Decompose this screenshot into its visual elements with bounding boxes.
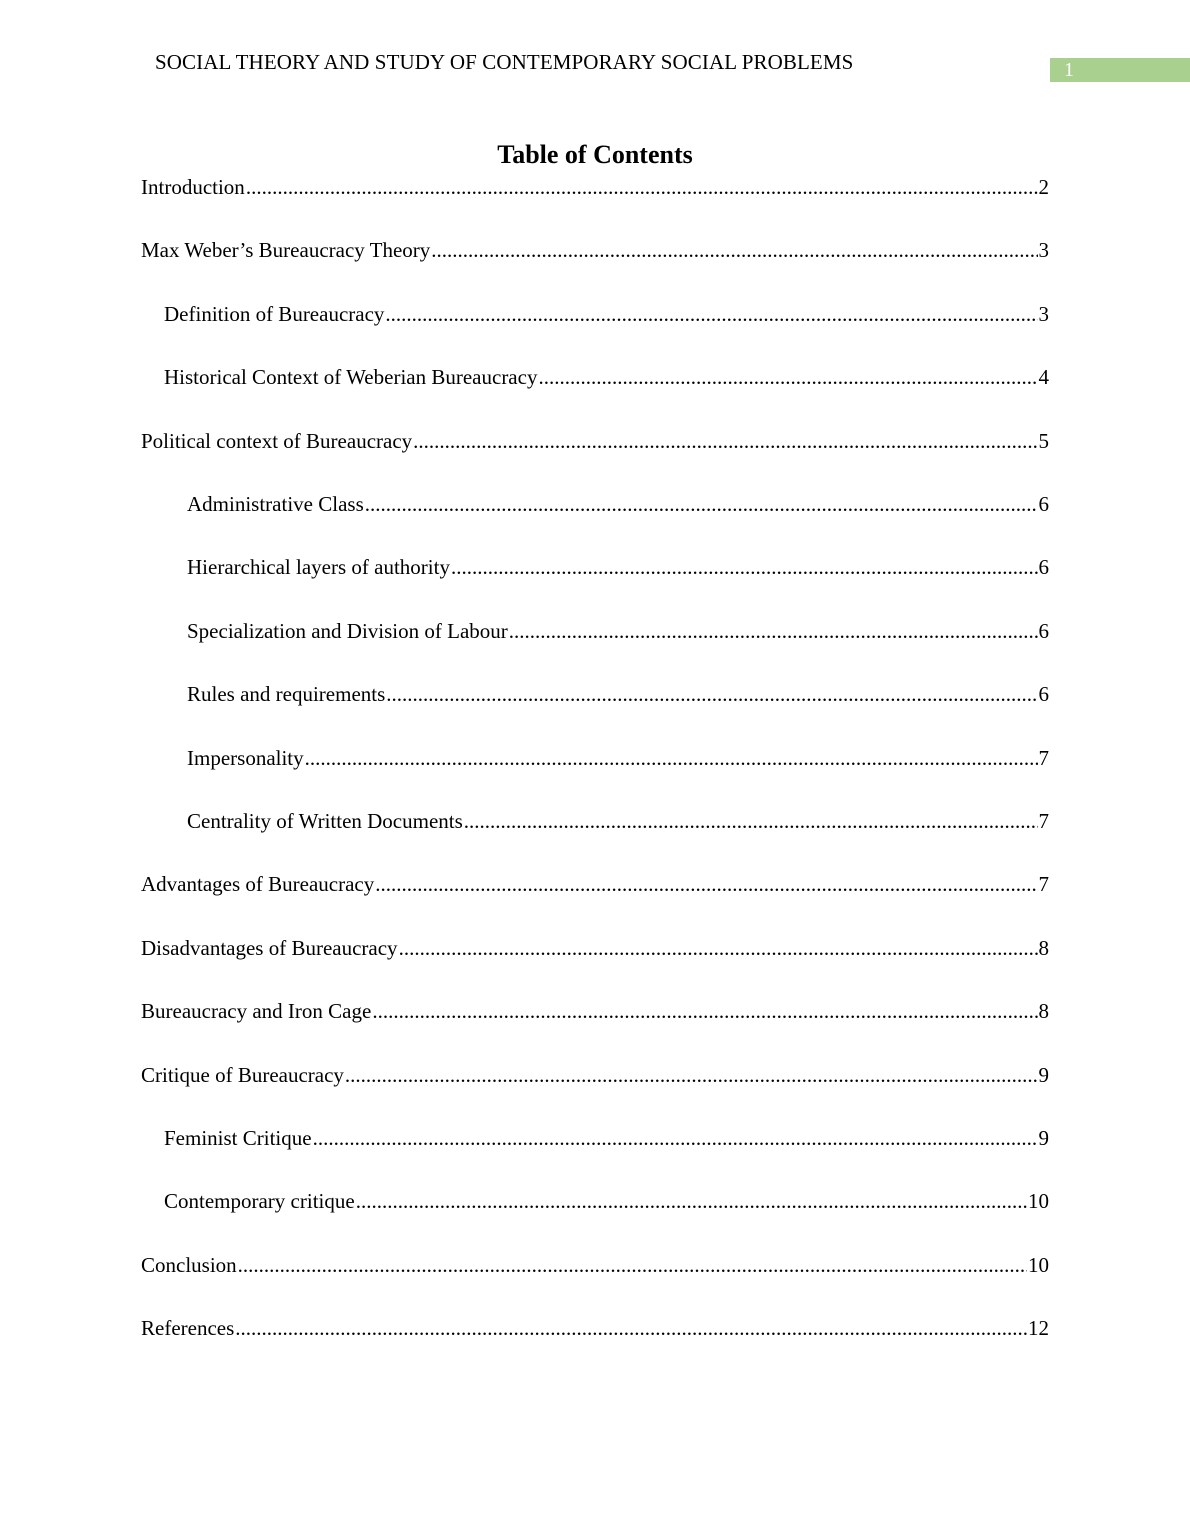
toc-leader [385,302,1037,327]
toc-entry-administrative-class[interactable] [187,492,1049,518]
toc-leader [345,1063,1038,1088]
toc-leader [246,175,1038,200]
toc-entry-page: 6 [1038,492,1049,516]
toc-entry-historical-context[interactable] [164,365,1049,391]
toc-leader [235,1316,1027,1341]
toc-leader [313,1126,1038,1151]
toc-entry-rules[interactable] [187,682,1049,708]
toc-entry-label: Conclusion [141,1253,237,1277]
toc-entry-label: Disadvantages of Bureaucracy [141,936,398,960]
toc-entry-hierarchical-layers[interactable] [187,555,1049,581]
toc-entry-page: 6 [1038,682,1049,706]
toc-entry-page: 10 [1028,1189,1049,1213]
toc-entry-page: 3 [1038,302,1049,326]
toc-entry-label: Feminist Critique [164,1126,312,1150]
toc-entry-definition[interactable] [164,302,1049,328]
toc-entry-specialization[interactable] [187,619,1049,645]
toc-entry-label: Hierarchical layers of authority [187,555,450,579]
toc-entry-page: 7 [1038,809,1049,833]
toc-entry-page: 7 [1038,872,1049,896]
toc-entry-conclusion[interactable] [141,1253,1049,1279]
toc-leader [538,365,1037,390]
toc-entry-label: Max Weber’s Bureaucracy Theory [141,238,431,262]
toc-entry-page: 6 [1038,619,1049,643]
toc-entry-contemporary-critique[interactable] [164,1189,1049,1215]
toc-entry-written-documents[interactable] [187,809,1049,835]
toc-entry-page: 9 [1038,1126,1049,1150]
toc-title: Table of Contents [497,140,693,169]
toc-entry-label: Rules and requirements [187,682,386,706]
toc-entry-page: 6 [1038,555,1049,579]
toc-entry-critique[interactable] [141,1063,1049,1089]
toc-entry-impersonality[interactable] [187,746,1049,772]
toc-leader [464,809,1038,834]
toc-entry-page: 5 [1038,429,1049,453]
toc-entry-iron-cage[interactable] [141,999,1049,1025]
page-number-badge: 1 [1050,58,1190,82]
toc-entry-label: Contemporary critique [164,1189,355,1213]
toc-entry-advantages[interactable] [141,872,1049,898]
toc-entry-label: Advantages of Bureaucracy [141,872,375,896]
toc-entry-page: 8 [1038,999,1049,1023]
toc-entry-label: Introduction [141,175,245,199]
toc-leader [365,492,1038,517]
toc-entry-label: Historical Context of Weberian Bureaucracy [164,365,538,389]
toc-entry-page: 7 [1038,746,1049,770]
toc-leader [399,936,1038,961]
running-header-title: SOCIAL THEORY AND STUDY OF CONTEMPORARY SOCIAL PROBLEMS [155,50,854,74]
toc-entry-label: Political context of Bureaucracy [141,429,413,453]
toc-entry-label: Bureaucracy and Iron Cage [141,999,372,1023]
toc-entry-introduction[interactable] [141,175,1049,201]
toc-entry-page: 8 [1038,936,1049,960]
toc-entry-label: Specialization and Division of Labour [187,619,508,643]
toc-entry-references[interactable] [141,1316,1049,1342]
toc-entry-label: Definition of Bureaucracy [164,302,385,326]
toc-entry-disadvantages[interactable] [141,936,1049,962]
toc-entry-label: Centrality of Written Documents [187,809,463,833]
toc-entry-political-context[interactable] [141,429,1049,455]
toc-leader [305,746,1038,771]
toc-leader [386,682,1037,707]
toc-leader [431,238,1037,263]
toc-entry-page: 10 [1028,1253,1049,1277]
toc-leader [356,1189,1027,1214]
toc-leader [375,872,1037,897]
toc-entry-max-weber[interactable] [141,238,1049,264]
toc-leader [509,619,1038,644]
toc-entry-page: 4 [1038,365,1049,389]
toc-entry-feminist-critique[interactable] [164,1126,1049,1152]
toc-entry-page: 3 [1038,238,1049,262]
toc-entry-page: 12 [1028,1316,1049,1340]
toc-leader [372,999,1037,1024]
toc-entry-page: 9 [1038,1063,1049,1087]
toc-leader [238,1253,1027,1278]
toc-entry-label: Impersonality [187,746,304,770]
toc-entry-label: References [141,1316,235,1340]
toc-leader [451,555,1038,580]
toc-entry-page: 2 [1038,175,1049,199]
toc-leader [413,429,1037,454]
toc-entry-label: Administrative Class [187,492,364,516]
toc-entry-label: Critique of Bureaucracy [141,1063,344,1087]
